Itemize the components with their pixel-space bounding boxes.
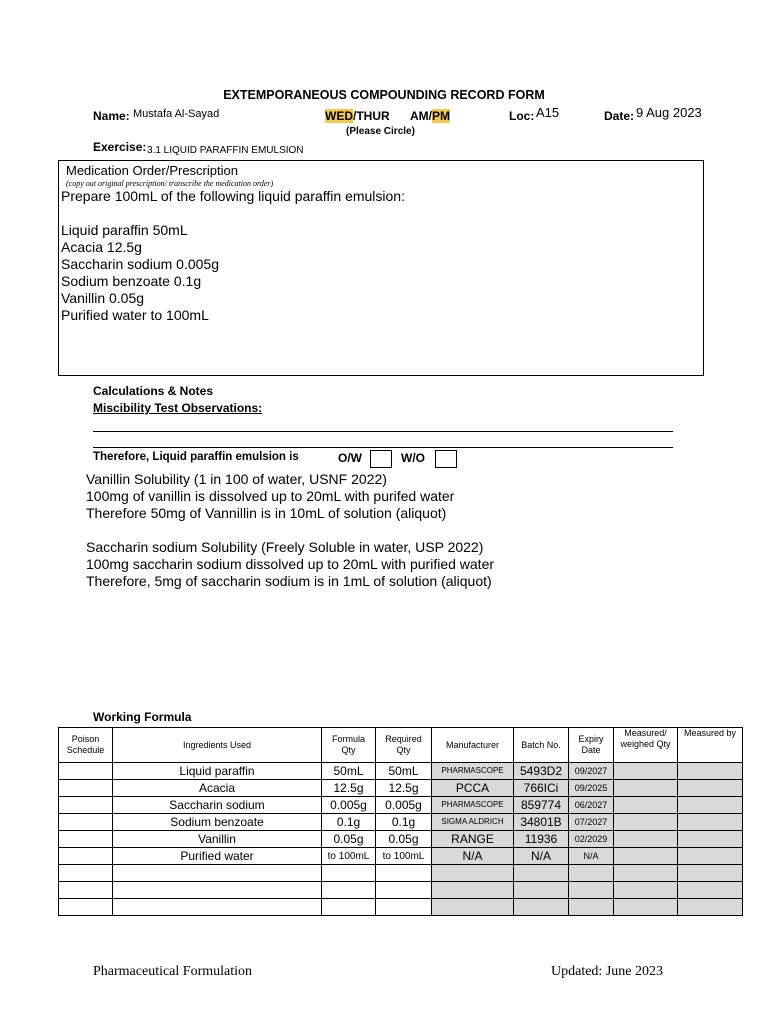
- cell-poison-schedule[interactable]: [59, 899, 113, 916]
- cell-expiry-date[interactable]: [569, 899, 614, 916]
- miscibility-heading: Miscibility Test Observations:: [93, 401, 263, 415]
- cell-formula-qty[interactable]: 0.1g: [322, 814, 376, 831]
- cell-poison-schedule[interactable]: [59, 848, 113, 865]
- calc-note-line: Therefore 50mg of Vannillin is in 10mL of solution (aliquot): [86, 505, 447, 521]
- header-poison-schedule: Poison Schedule: [59, 728, 113, 763]
- calc-note-line: Therefore, 5mg of saccharin sodium is in 1mL of solution (aliquot): [86, 573, 492, 589]
- ow-checkbox[interactable]: [370, 450, 392, 468]
- loc-label: Loc:: [509, 109, 535, 123]
- prescription-line: Sodium benzoate 0.1g: [61, 273, 202, 289]
- cell-ingredient[interactable]: [113, 865, 322, 882]
- prescription-line: Liquid paraffin 50mL: [61, 222, 188, 238]
- cell-measured-by[interactable]: [678, 882, 743, 899]
- cell-formula-qty[interactable]: [322, 899, 376, 916]
- ampm-pm[interactable]: PM: [432, 109, 450, 123]
- cell-required-qty[interactable]: [376, 899, 432, 916]
- cell-measured-qty[interactable]: [614, 831, 678, 848]
- cell-manufacturer[interactable]: RANGE: [432, 831, 514, 848]
- cell-expiry-date[interactable]: [569, 882, 614, 899]
- cell-manufacturer[interactable]: SIGMA ALDRICH: [432, 814, 514, 831]
- cell-ingredient[interactable]: Vanillin: [113, 831, 322, 848]
- cell-poison-schedule[interactable]: [59, 780, 113, 797]
- cell-required-qty[interactable]: 12.5g: [376, 780, 432, 797]
- cell-ingredient[interactable]: Saccharin sodium: [113, 797, 322, 814]
- name-label: Name:: [93, 109, 130, 123]
- cell-batch-no[interactable]: 859774: [514, 797, 569, 814]
- cell-batch-no[interactable]: 5493D2: [514, 763, 569, 780]
- calc-note-line: Vanillin Solubility (1 in 100 of water, USNF 2022): [86, 471, 387, 487]
- cell-measured-by[interactable]: [678, 865, 743, 882]
- header-measured-qty: Measured/ weighed Qty: [614, 728, 678, 763]
- calculations-heading: Calculations & Notes: [93, 384, 214, 398]
- wo-checkbox[interactable]: [435, 450, 457, 468]
- cell-manufacturer[interactable]: PHARMASCOPE: [432, 763, 514, 780]
- footer-left: Pharmaceutical Formulation: [93, 964, 253, 979]
- cell-expiry-date[interactable]: N/A: [569, 848, 614, 865]
- cell-formula-qty[interactable]: 0.005g: [322, 797, 376, 814]
- cell-poison-schedule[interactable]: [59, 797, 113, 814]
- prescription-heading: Medication Order/Prescription: [66, 163, 238, 178]
- therefore-label: Therefore, Liquid paraffin emulsion is: [93, 451, 299, 463]
- cell-ingredient[interactable]: Sodium benzoate: [113, 814, 322, 831]
- day-wed[interactable]: WED: [325, 109, 353, 123]
- cell-measured-by[interactable]: [678, 814, 743, 831]
- exercise-label: Exercise:: [93, 140, 147, 154]
- cell-batch-no[interactable]: 34801B: [514, 814, 569, 831]
- table-row: [59, 780, 743, 797]
- table-row: [59, 882, 743, 899]
- header-expiry-date: Expiry Date: [569, 728, 614, 763]
- calc-note-line: 100mg saccharin sodium dissolved up to 20mL with purified water: [86, 556, 495, 572]
- name-value[interactable]: Mustafa Al-Sayad: [133, 108, 220, 120]
- cell-manufacturer[interactable]: N/A: [432, 848, 514, 865]
- cell-required-qty[interactable]: 0.005g: [376, 797, 432, 814]
- header-formula-qty: Formula Qty: [322, 728, 376, 763]
- cell-measured-by[interactable]: [678, 797, 743, 814]
- prescription-line: Saccharin sodium 0.005g: [61, 256, 219, 272]
- cell-expiry-date[interactable]: [569, 865, 614, 882]
- cell-measured-qty[interactable]: [614, 780, 678, 797]
- prescription-line: Prepare 100mL of the following liquid paraffin emulsion:: [61, 188, 405, 204]
- calc-note-line: Saccharin sodium Solubility (Freely Soluble in water, USP 2022): [86, 539, 484, 555]
- cell-formula-qty[interactable]: [322, 882, 376, 899]
- cell-required-qty[interactable]: to 100mL: [376, 848, 432, 865]
- cell-measured-qty[interactable]: [614, 865, 678, 882]
- prescription-text[interactable]: [61, 188, 405, 324]
- prescription-note: (copy out original prescription/ transcribe the medication order): [66, 179, 274, 188]
- cell-measured-qty[interactable]: [614, 848, 678, 865]
- cell-manufacturer[interactable]: [432, 899, 514, 916]
- cell-batch-no[interactable]: [514, 865, 569, 882]
- header-required-qty: Required Qty: [376, 728, 432, 763]
- cell-measured-by[interactable]: [678, 763, 743, 780]
- cell-batch-no[interactable]: [514, 882, 569, 899]
- ampm-selector[interactable]: [410, 109, 450, 123]
- cell-required-qty[interactable]: [376, 882, 432, 899]
- cell-expiry-date[interactable]: 09/2025: [569, 780, 614, 797]
- cell-ingredient[interactable]: [113, 882, 322, 899]
- table-row: [59, 848, 743, 865]
- table-row: [59, 763, 743, 780]
- cell-poison-schedule[interactable]: [59, 763, 113, 780]
- cell-batch-no[interactable]: 766ICi: [514, 780, 569, 797]
- cell-manufacturer[interactable]: PHARMASCOPE: [432, 797, 514, 814]
- footer-right: Updated: June 2023: [551, 964, 663, 979]
- date-label: Date:: [604, 109, 635, 123]
- cell-measured-by[interactable]: [678, 899, 743, 916]
- cell-formula-qty[interactable]: to 100mL: [322, 848, 376, 865]
- header-batch-no: Batch No.: [514, 728, 569, 763]
- observation-line[interactable]: [93, 431, 673, 432]
- working-formula-heading: Working Formula: [93, 710, 192, 724]
- please-circle-note: (Please Circle): [346, 126, 415, 137]
- form-title: EXTEMPORANEOUS COMPOUNDING RECORD FORM: [223, 88, 545, 102]
- calculation-notes[interactable]: [86, 471, 494, 590]
- cell-required-qty[interactable]: 50mL: [376, 763, 432, 780]
- cell-measured-by[interactable]: [678, 848, 743, 865]
- loc-value[interactable]: A15: [536, 105, 560, 120]
- cell-measured-by[interactable]: [678, 831, 743, 848]
- cell-measured-qty[interactable]: [614, 797, 678, 814]
- cell-formula-qty[interactable]: 50mL: [322, 763, 376, 780]
- table-row: [59, 899, 743, 916]
- cell-manufacturer[interactable]: [432, 882, 514, 899]
- cell-poison-schedule[interactable]: [59, 865, 113, 882]
- calc-note-line: [86, 522, 494, 539]
- cell-required-qty[interactable]: 0.05g: [376, 831, 432, 848]
- cell-batch-no[interactable]: N/A: [514, 848, 569, 865]
- prescription-line: [61, 205, 405, 222]
- table-row: [59, 865, 743, 882]
- working-formula-table: [58, 727, 743, 916]
- cell-poison-schedule[interactable]: [59, 882, 113, 899]
- prescription-line: Vanillin 0.05g: [61, 290, 145, 306]
- wo-label: W/O: [401, 451, 425, 465]
- cell-ingredient[interactable]: [113, 899, 322, 916]
- day-thur[interactable]: /THUR: [353, 109, 390, 123]
- cell-formula-qty[interactable]: [322, 865, 376, 882]
- cell-expiry-date[interactable]: 09/2027: [569, 763, 614, 780]
- cell-measured-by[interactable]: [678, 780, 743, 797]
- date-value[interactable]: 9 Aug 2023: [636, 105, 702, 120]
- ampm-am[interactable]: AM/: [410, 109, 432, 123]
- cell-batch-no[interactable]: [514, 899, 569, 916]
- cell-poison-schedule[interactable]: [59, 814, 113, 831]
- cell-measured-qty[interactable]: [614, 882, 678, 899]
- table-row: [59, 797, 743, 814]
- cell-batch-no[interactable]: 11936: [514, 831, 569, 848]
- header-ingredients: Ingredients Used: [113, 728, 322, 763]
- prescription-line: Purified water to 100mL: [61, 307, 209, 323]
- cell-ingredient[interactable]: Liquid paraffin: [113, 763, 322, 780]
- cell-measured-qty[interactable]: [614, 763, 678, 780]
- cell-manufacturer[interactable]: PCCA: [432, 780, 514, 797]
- cell-formula-qty[interactable]: 0.05g: [322, 831, 376, 848]
- cell-required-qty[interactable]: [376, 865, 432, 882]
- ow-label: O/W: [338, 451, 362, 465]
- cell-required-qty[interactable]: 0.1g: [376, 814, 432, 831]
- cell-ingredient[interactable]: Acacia: [113, 780, 322, 797]
- exercise-value[interactable]: 3.1 LIQUID PARAFFIN EMULSION: [147, 145, 304, 156]
- prescription-box: [58, 160, 704, 376]
- header-manufacturer: Manufacturer: [432, 728, 514, 763]
- observation-line[interactable]: [93, 447, 673, 448]
- cell-manufacturer[interactable]: [432, 865, 514, 882]
- calc-note-line: 100mg of vanillin is dissolved up to 20mL with purifed water: [86, 488, 455, 504]
- cell-formula-qty[interactable]: 12.5g: [322, 780, 376, 797]
- cell-expiry-date[interactable]: 02/2029: [569, 831, 614, 848]
- cell-measured-qty[interactable]: [614, 899, 678, 916]
- cell-expiry-date[interactable]: 07/2027: [569, 814, 614, 831]
- prescription-line: Acacia 12.5g: [61, 239, 142, 255]
- table-row: [59, 814, 743, 831]
- table-row: [59, 831, 743, 848]
- cell-ingredient[interactable]: Purified water: [113, 848, 322, 865]
- header-measured-by: Measured by: [678, 728, 743, 763]
- cell-expiry-date[interactable]: 06/2027: [569, 797, 614, 814]
- day-selector[interactable]: [325, 109, 390, 123]
- table-header-row: [59, 728, 743, 763]
- cell-poison-schedule[interactable]: [59, 831, 113, 848]
- cell-measured-qty[interactable]: [614, 814, 678, 831]
